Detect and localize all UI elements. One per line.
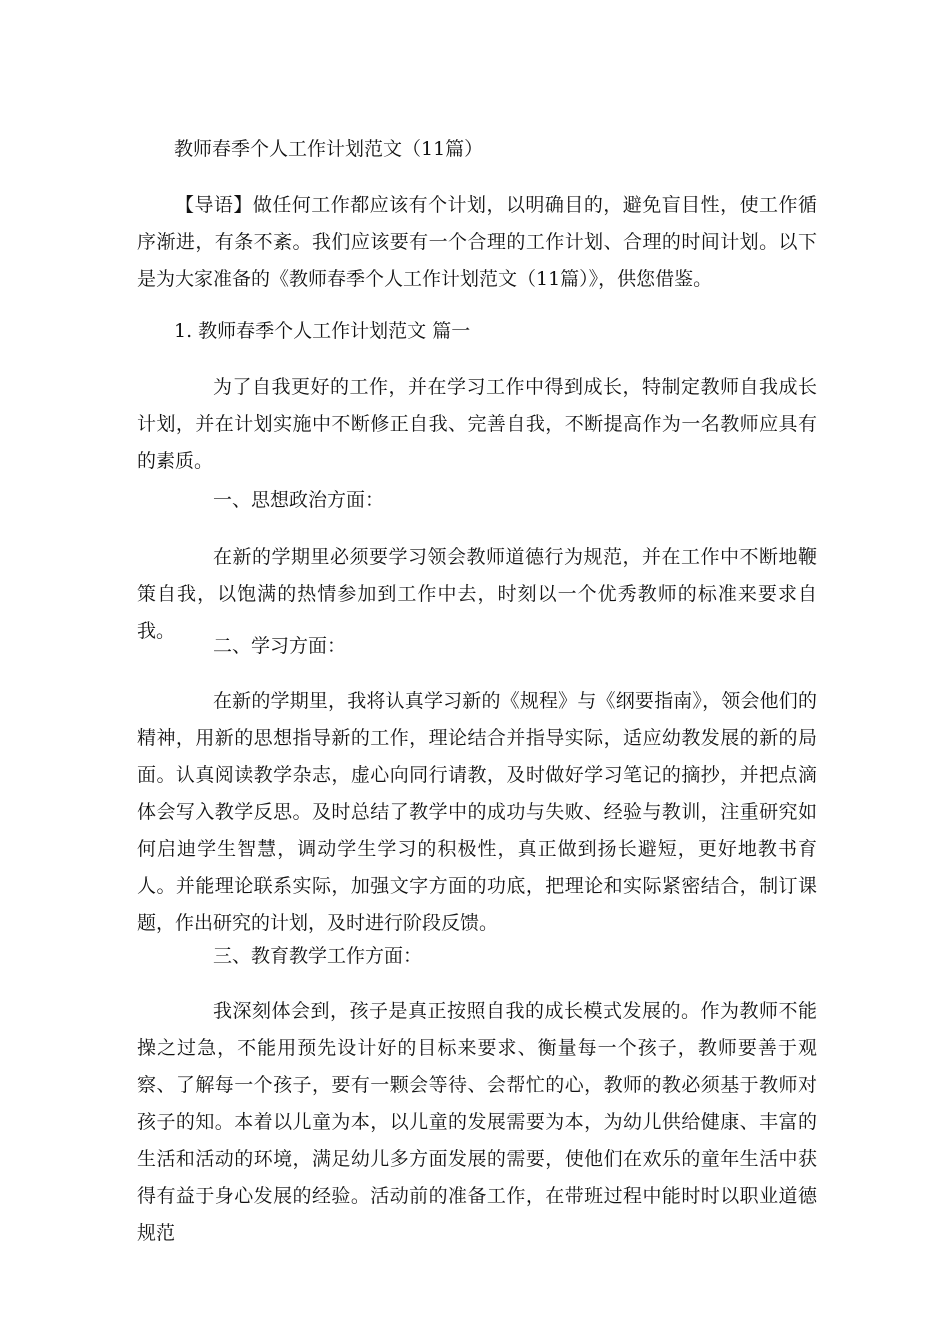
heading-study: 二、学习方面： (213, 635, 347, 657)
intro-paragraph: 【导语】做任何工作都应该有个计划，以明确目的，避免盲目性，使工作循序渐进，有条不紊。我们应该要有一个合理的工作计划、合理的时间计划。以下是为大家准备的《教师春季个人工作计划范文（11篇）》，供您借鉴。 (137, 194, 817, 290)
paragraph-1: 为了自我更好的工作，并在学习工作中得到成长，特制定教师自我成长计划，并在计划实施中不断修正自我、完善自我，不断提高作为一名教师应具有的素质。 (137, 376, 817, 472)
section-title: 1. 教师春季个人工作计划范文 篇一 (174, 320, 471, 342)
heading-ideology: 一、思想政治方面： (213, 489, 385, 511)
paragraph-3: 在新的学期里，我将认真学习新的《规程》与《纲要指南》，领会他们的精神，用新的思想指导新的工作，理论结合并指导实际，适应幼教发展的新的局面。认真阅读教学杂志，虚心向同行请教，及时做好学习笔记的摘抄，并把点滴体会写入教学反思。及时总结了教学中的成功与失败、经验与教训，注重研究如何启迪学生智慧，调动学生学习的积极性，真正做到扬长避短，更好地教书育人。并能理论联系实际，加强文字方面的功底，把理论和实际紧密结合，制订课题，作出研究的计划，及时进行阶段反馈。 (137, 690, 817, 934)
paragraph-2: 在新的学期里必须要学习领会教师道德行为规范，并在工作中不断地鞭策自我，以饱满的热情参加到工作中去，时刻以一个优秀教师的标准来要求自我。 (137, 546, 817, 642)
document-title: 教师春季个人工作计划范文（11篇） (174, 138, 484, 160)
heading-teaching: 三、教育教学工作方面： (213, 945, 423, 967)
paragraph-4: 我深刻体会到，孩子是真正按照自我的成长模式发展的。作为教师不能操之过急，不能用预先设计好的目标来要求、衡量每一个孩子，教师要善于观察、了解每一个孩子，要有一颗会等待、会帮忙的心，教师的教必须基于教师对孩子的知。本着以儿童为本，以儿童的发展需要为本，为幼儿供给健康、丰富的生活和活动的环境，满足幼儿多方面发展的需要，使他们在欢乐的童年生活中获得有益于身心发展的经验。活动前的准备工作，在带班过程中能时时以职业道德规范 (137, 1000, 817, 1244)
